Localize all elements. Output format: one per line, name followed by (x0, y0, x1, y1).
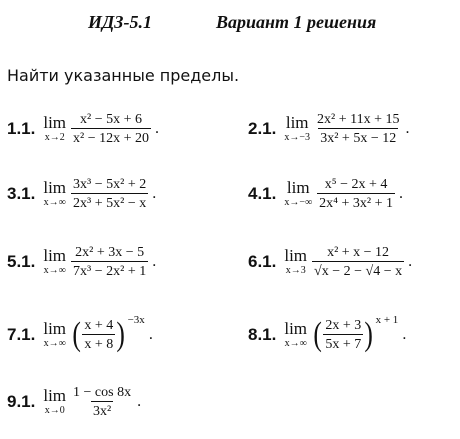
task-instruction: Найти указанные пределы. (7, 66, 240, 85)
document-title: ИДЗ-5.1 (88, 12, 152, 32)
problem-number: 5.1. (7, 252, 36, 271)
problem-8-1 (248, 314, 407, 353)
problem-9-1 (7, 385, 141, 419)
limit-operator (284, 321, 307, 349)
limit-operator (43, 388, 66, 416)
denominator: √x − 2 − √4 − x (312, 261, 404, 279)
numerator: 2x² + 11x + 15 (317, 112, 400, 127)
denominator: x + 8 (82, 334, 115, 352)
limit-subscript: x→2 (44, 132, 65, 143)
fraction (323, 318, 363, 352)
lim-label: lim (43, 319, 67, 338)
limit-subscript: x→0 (44, 405, 65, 416)
numerator: 2x² + 3x − 5 (75, 245, 145, 260)
lim-label: lim (43, 386, 67, 405)
problem-number: 1.1. (7, 119, 36, 138)
denominator: x² − 12x + 20 (71, 128, 151, 146)
period: . (152, 253, 157, 270)
problem-5-1 (7, 245, 156, 279)
period: . (152, 185, 157, 202)
fraction (82, 318, 115, 352)
period: . (402, 326, 407, 343)
problem-6-1 (248, 245, 412, 279)
lim-label: lim (43, 178, 67, 197)
fraction (317, 177, 395, 211)
problem-number: 8.1. (248, 325, 277, 344)
lim-label: lim (284, 246, 308, 265)
problem-number: 3.1. (7, 184, 36, 203)
lim-label: lim (286, 178, 310, 197)
problem-7-1 (7, 314, 153, 353)
lim-label: lim (43, 113, 67, 132)
fraction (71, 385, 133, 419)
problem-2-1 (248, 112, 409, 146)
lim-label: lim (284, 319, 308, 338)
limit-subscript: x→∞ (43, 338, 66, 349)
limit-subscript: x→3 (285, 265, 306, 276)
limit-subscript: x→∞ (43, 197, 66, 208)
limit-operator (284, 248, 307, 276)
limit-subscript: x→−∞ (284, 197, 313, 208)
numerator: 2x + 3 (325, 318, 362, 333)
lim-label: lim (285, 113, 309, 132)
denominator: 2x⁴ + 3x² + 1 (317, 193, 395, 211)
exponent: −3x (127, 314, 145, 326)
period: . (148, 326, 153, 343)
limit-operator (284, 180, 312, 208)
fraction (71, 112, 151, 146)
numerator: x² + x − 12 (327, 245, 390, 260)
problem-number: 4.1. (248, 184, 277, 203)
limit-operator (43, 248, 66, 276)
fraction (71, 177, 148, 211)
period: . (405, 120, 410, 137)
denominator: 2x³ + 5x² − x (71, 193, 148, 211)
problem-3-1 (7, 177, 156, 211)
fraction (71, 245, 148, 279)
limit-subscript: x→∞ (284, 338, 307, 349)
limit-subscript: x→−3 (284, 132, 310, 143)
period: . (399, 185, 404, 202)
denominator: 5x + 7 (323, 334, 363, 352)
limit-subscript: x→∞ (43, 265, 66, 276)
denominator: 7x³ − 2x² + 1 (71, 261, 148, 279)
lim-label: lim (43, 246, 67, 265)
problem-number: 2.1. (248, 119, 277, 138)
numerator: 3x³ − 5x² + 2 (73, 177, 147, 192)
numerator: 1 − cos 8x (73, 385, 132, 400)
left-parenthesis: ( (313, 316, 322, 353)
limit-operator (284, 115, 310, 143)
fraction (312, 245, 404, 279)
numerator: x² − 5x + 6 (80, 112, 143, 127)
denominator: 3x² + 5x − 12 (318, 128, 398, 146)
numerator: x⁵ − 2x + 4 (324, 177, 388, 192)
problem-number: 9.1. (7, 392, 36, 411)
right-parenthesis: ) (364, 316, 374, 353)
left-parenthesis: ( (72, 316, 81, 353)
problem-number: 6.1. (248, 252, 277, 271)
limit-operator (43, 180, 66, 208)
problem-4-1 (248, 177, 403, 211)
problem-1-1 (7, 112, 159, 146)
denominator: 3x² (91, 401, 113, 419)
limit-operator (43, 321, 66, 349)
fraction (315, 112, 401, 146)
exponent: x + 1 (375, 314, 399, 326)
period: . (155, 120, 160, 137)
right-parenthesis: ) (116, 316, 126, 353)
limit-operator (43, 115, 66, 143)
period: . (137, 393, 142, 410)
variant-title: Вариант 1 решения (216, 12, 377, 32)
period: . (408, 253, 413, 270)
problem-number: 7.1. (7, 325, 36, 344)
numerator: x + 4 (84, 318, 114, 333)
